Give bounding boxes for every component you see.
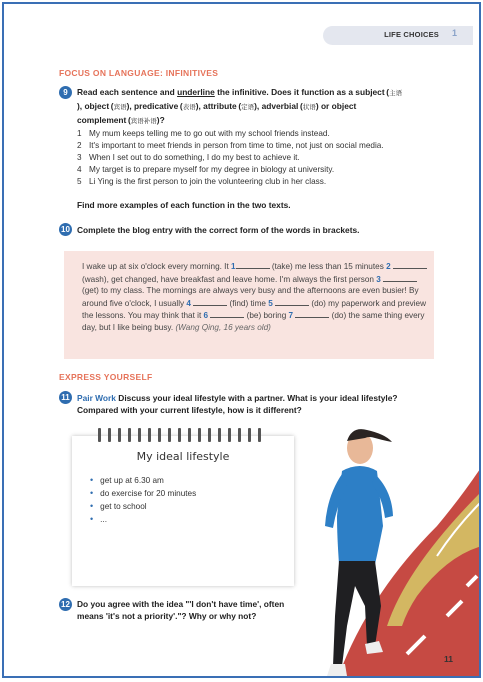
card-title: My ideal lifestyle: [136, 450, 230, 463]
question-9-instruction: Read each sentence and underline the infinitive. Does it function as a subject (主语 ), object (宾语), predicative (表语), attribute (定语), adverbial (状语) or object complement (宾语补语)?: [77, 87, 403, 125]
find-more-instruction: Find more examples of each function in the two texts.: [77, 200, 291, 210]
blog-signature: (Wang Qing, 16 years old): [175, 322, 271, 332]
blank-input[interactable]: [295, 309, 329, 318]
section-heading-express: EXPRESS YOURSELF: [59, 372, 153, 382]
notebook-rings: [98, 428, 268, 442]
list-item: 5 Li Ying is the first person to join the volunteering club in her class.: [77, 177, 327, 186]
blank-input[interactable]: [383, 273, 417, 282]
question-10-instruction: Complete the blog entry with the correct form of the words in brackets.: [77, 225, 360, 235]
question-11-instruction: Pair Work Discuss your ideal lifestyle with a partner. What is your ideal lifestyle? Compared with your current lifestyle, how is it different?: [77, 393, 398, 415]
question-number-11: 11: [59, 391, 72, 404]
blank-input[interactable]: [275, 297, 309, 306]
page-number: 11: [444, 654, 453, 664]
chapter-title: LIFE CHOICES: [384, 30, 439, 39]
blank-input[interactable]: [193, 297, 227, 306]
sentence-list: [77, 128, 437, 188]
blank-input[interactable]: [210, 309, 244, 318]
list-item: • do exercise for 20 minutes: [90, 487, 196, 500]
blank-input[interactable]: [236, 260, 270, 269]
question-number-12: 12: [59, 598, 72, 611]
list-item: • get to school: [90, 500, 196, 513]
runner-photo: [297, 396, 481, 678]
list-item: 2 It's important to meet friends in person from time to time, not just on social media.: [77, 141, 384, 150]
question-number-10: 10: [59, 223, 72, 236]
pair-work-label: Pair Work: [77, 393, 116, 403]
list-item: 3 When I set out to do something, I do my best to achieve it.: [77, 153, 300, 162]
textbook-page: [2, 2, 481, 678]
chapter-number: 1: [451, 28, 457, 38]
list-item: • get up at 6.30 am: [90, 474, 196, 487]
section-heading-focus: FOCUS ON LANGUAGE: INFINITIVES: [59, 68, 219, 78]
list-item: 4 My target is to prepare myself for my degree in biology at university.: [77, 165, 335, 174]
list-item: 1 My mum keeps telling me to go out with my school friends instead.: [77, 129, 330, 138]
blog-entry-text: I wake up at six o'clock every morning. It 1 (take) me less than 15 minutes 2 (wash), get changed, have breakfast and leave home. I'm always the first person 3 (get) to my class. The mornings are always very busy and the afternoons are even busier! By around five o'clock, I usually 4 (find) time 5 (do) my paperwork and preview the lessons. You may think that it 6 (be) boring 7 (do) the same thing every day, but I like being busy. (Wang Qing, 16 years old): [82, 262, 427, 332]
list-item: • ...: [90, 513, 196, 526]
question-number-9: 9: [59, 86, 72, 99]
question-12-instruction: Do you agree with the idea "'I don't have time', often means 'it's not a priority'."? Why or why not?: [77, 599, 285, 621]
card-list: [90, 474, 196, 526]
blank-input[interactable]: [393, 260, 427, 269]
